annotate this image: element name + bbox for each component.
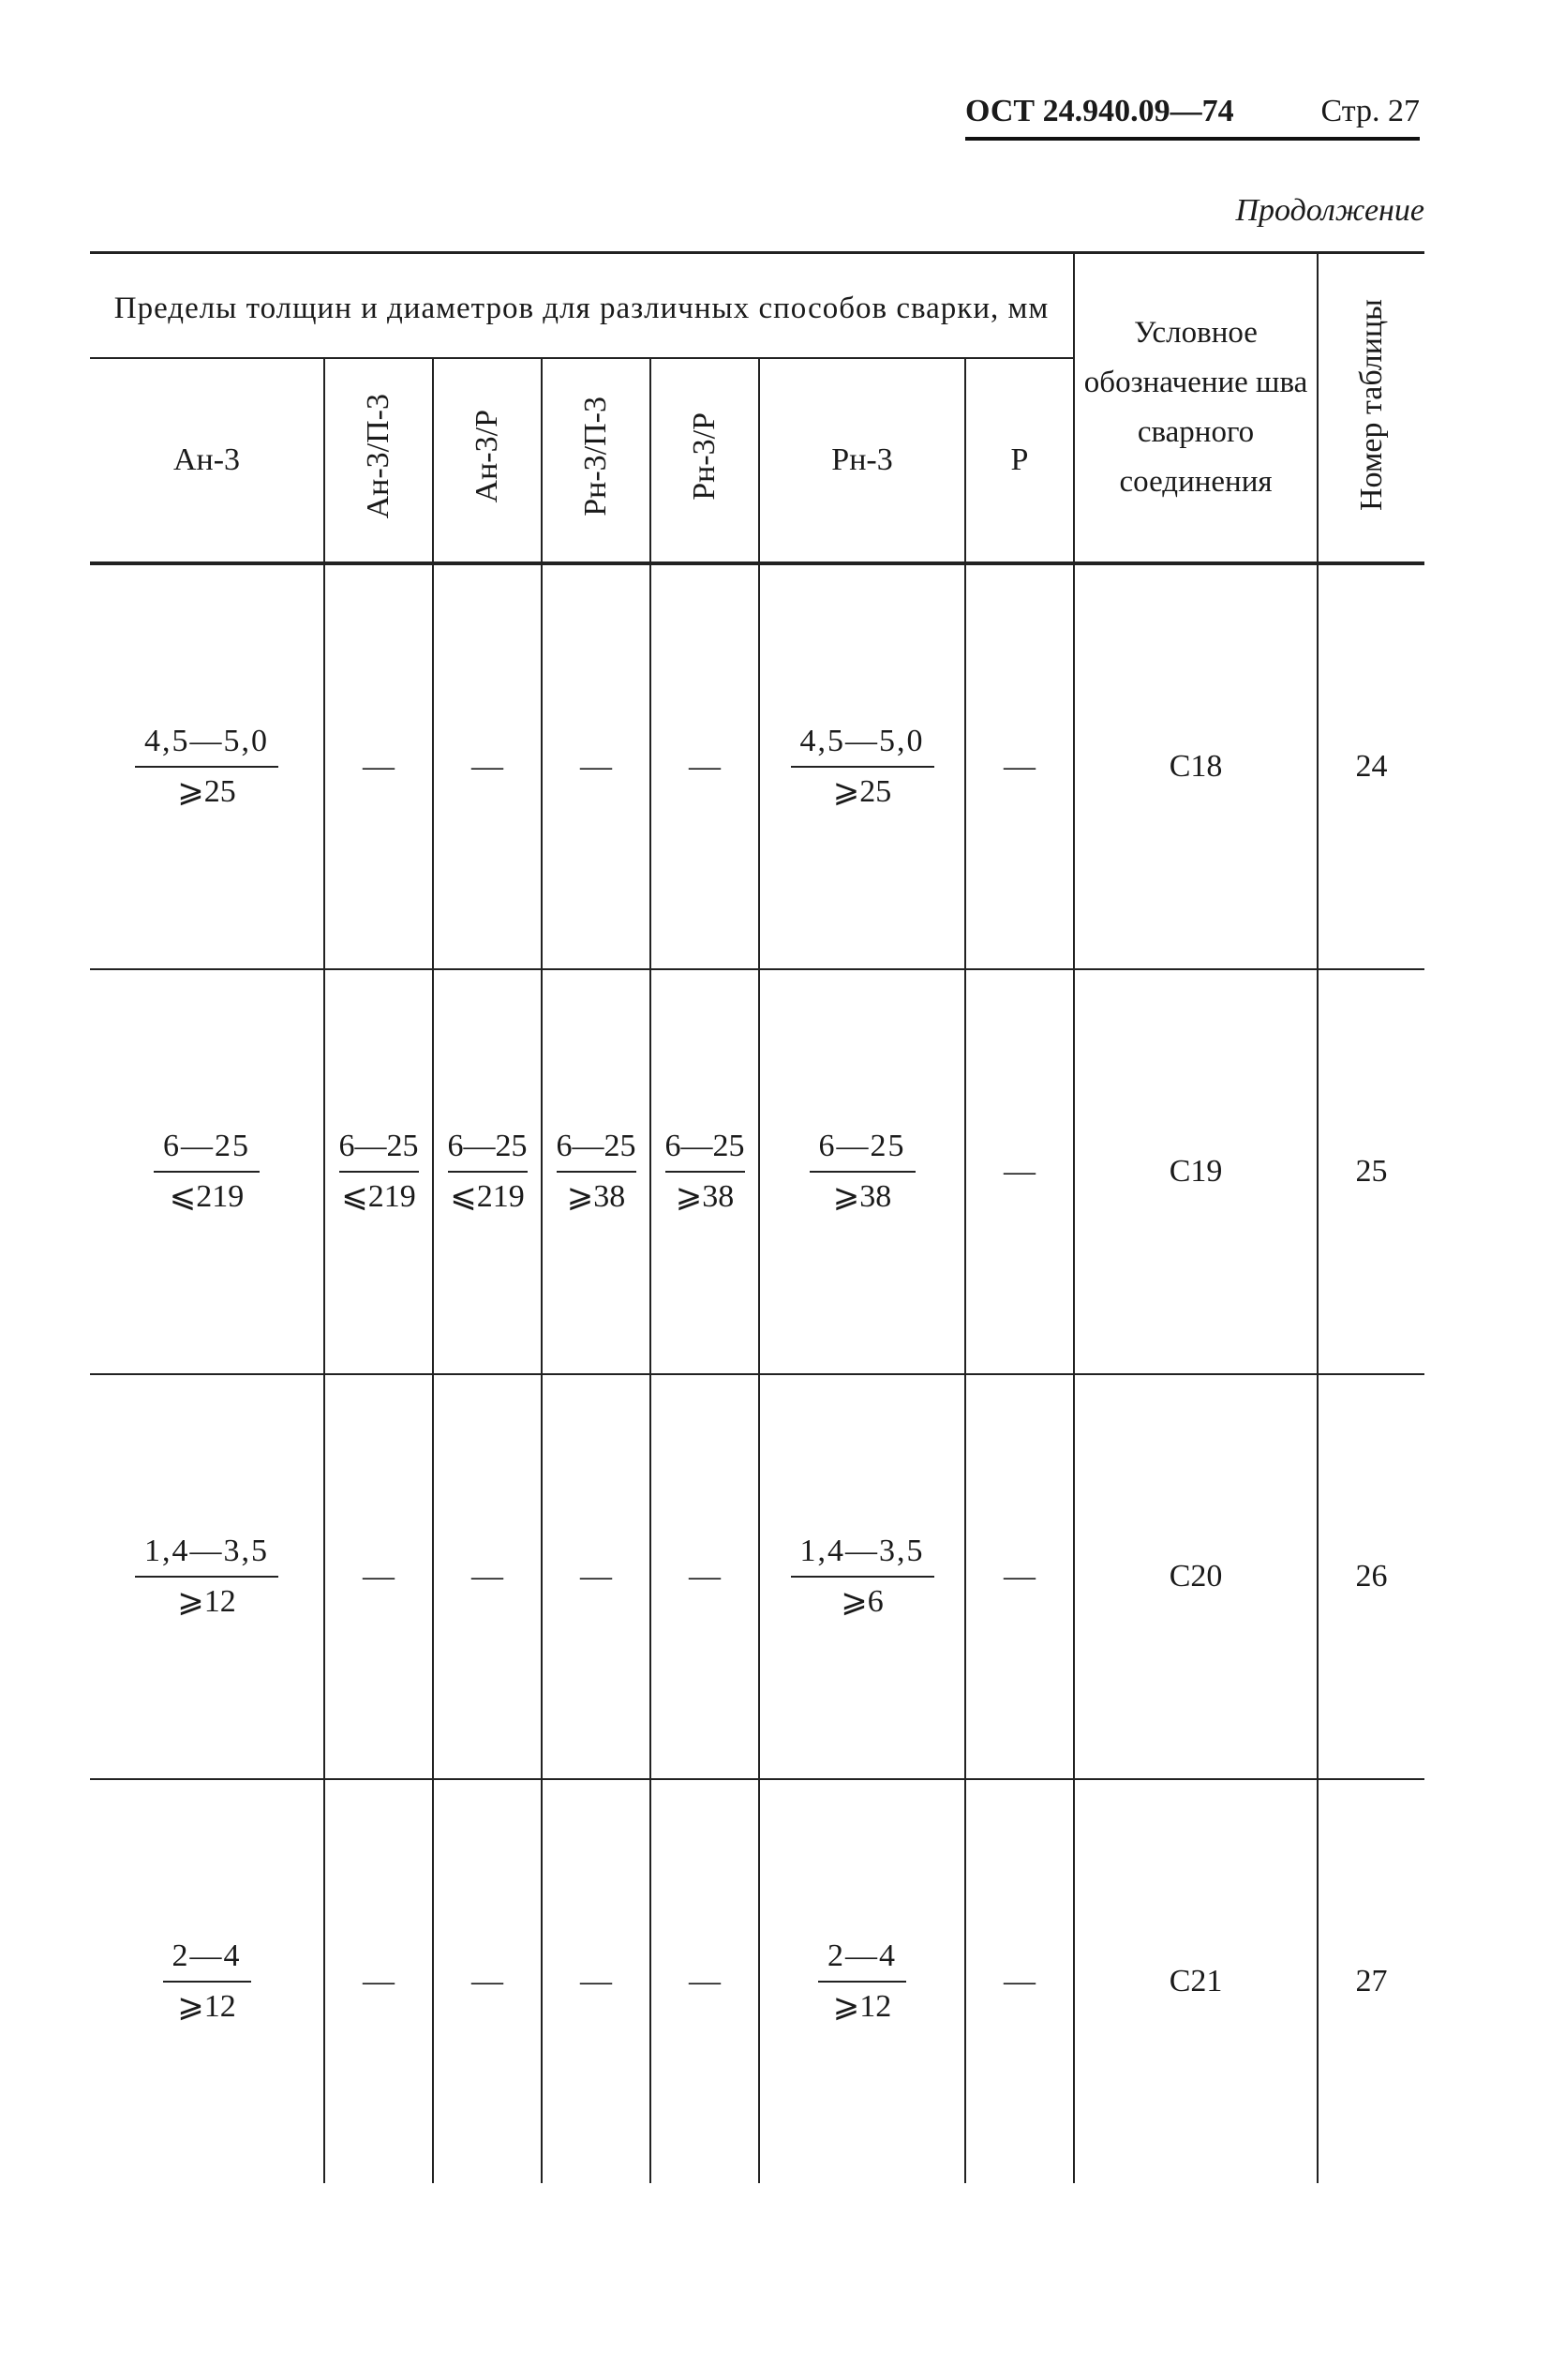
weld-designation: С20 [1074, 1374, 1318, 1779]
column-header-rn3 [759, 358, 965, 563]
cell-an3-r [433, 563, 542, 969]
cell-an3-r [433, 969, 542, 1374]
table-row [90, 1374, 1424, 1779]
empty-dash: — [580, 1559, 612, 1594]
cell-an3 [90, 1374, 324, 1779]
column-header-text: Рн-3/Р [687, 412, 722, 501]
cell-r [965, 1374, 1074, 1779]
empty-dash: — [689, 749, 721, 784]
table-number-header [1318, 253, 1424, 564]
cell-rn3-p3 [542, 1374, 650, 1779]
column-header-text: Ан-3 [172, 442, 241, 477]
column-header-text: Ан-3/П-3 [361, 393, 395, 519]
thickness-range: 6—25 [154, 1125, 260, 1173]
empty-dash: — [471, 1559, 503, 1594]
empty-dash: — [1004, 1154, 1036, 1189]
cell-rn3-r [650, 1374, 759, 1779]
cell-rn3 [759, 1374, 965, 1779]
table-number: 27 [1318, 1779, 1424, 2183]
thickness-range: 2—4 [163, 1935, 251, 1983]
column-header-rn3-p3 [542, 358, 650, 563]
table-number: 25 [1318, 969, 1424, 1374]
table-number: 26 [1318, 1374, 1424, 1779]
weld-limits-table [90, 251, 1424, 2183]
cell-rn3-p3 [542, 563, 650, 969]
thickness-range: 6—25 [557, 1125, 636, 1173]
column-header-text: Рн-3 [831, 442, 893, 477]
cell-an3 [90, 1779, 324, 2183]
cell-r [965, 1779, 1074, 2183]
page-number: Стр. 27 [1320, 94, 1420, 128]
group-title-header: Пределы толщин и диаметров для различных способов сварки, мм [90, 253, 1074, 359]
thickness-range: 1,4—3,5 [135, 1530, 278, 1578]
empty-dash: — [580, 1964, 612, 1998]
table-row [90, 969, 1424, 1374]
weld-designation: С19 [1074, 969, 1318, 1374]
column-header-r [965, 358, 1074, 563]
empty-dash: — [689, 1964, 721, 1998]
designation-header: Условное обозначение шва сварного соединения [1074, 253, 1318, 564]
column-header-an3 [90, 358, 324, 563]
thickness-range: 1,4—3,5 [791, 1530, 934, 1578]
fraction-value [810, 1125, 916, 1219]
table-number: 24 [1318, 563, 1424, 969]
fraction-value [339, 1125, 419, 1219]
diameter-limit: ⩾12 [177, 1584, 236, 1619]
diameter-limit: ⩽219 [341, 1179, 416, 1214]
diameter-limit: ⩾12 [177, 1989, 236, 2024]
fraction-value [557, 1125, 636, 1219]
diameter-limit: ⩽219 [450, 1179, 525, 1214]
diameter-limit: ⩾25 [177, 774, 236, 809]
thickness-range: 6—25 [665, 1125, 745, 1173]
empty-dash: — [580, 749, 612, 784]
empty-dash: — [471, 749, 503, 784]
cell-rn3-r [650, 563, 759, 969]
empty-dash: — [1004, 749, 1036, 784]
column-header-an3-p3 [324, 358, 433, 563]
diameter-limit: ⩾38 [832, 1179, 892, 1214]
cell-rn3-p3 [542, 969, 650, 1374]
cell-an3-p3 [324, 1374, 433, 1779]
fraction-value [135, 1530, 278, 1624]
cell-an3-r [433, 1779, 542, 2183]
thickness-range: 6—25 [810, 1125, 916, 1173]
empty-dash: — [363, 749, 395, 784]
empty-dash: — [1004, 1559, 1036, 1594]
diameter-limit: ⩾12 [832, 1989, 892, 2024]
table-number-header-text: Номер таблицы [1353, 299, 1389, 512]
weld-designation: С21 [1074, 1779, 1318, 2183]
page-header [965, 94, 1420, 142]
thickness-range: 2—4 [818, 1935, 906, 1983]
column-header-an3-r [433, 358, 542, 563]
fraction-value [665, 1125, 745, 1219]
fraction-value [791, 1530, 934, 1624]
empty-dash: — [689, 1559, 721, 1594]
diameter-limit: ⩾38 [566, 1179, 626, 1214]
cell-r [965, 563, 1074, 969]
table-row [90, 563, 1424, 969]
empty-dash: — [363, 1964, 395, 1998]
cell-an3-p3 [324, 563, 433, 969]
cell-an3-r [433, 1374, 542, 1779]
cell-rn3-p3 [542, 1779, 650, 2183]
cell-an3 [90, 563, 324, 969]
fraction-value [163, 1935, 251, 2028]
cell-an3-p3 [324, 1779, 433, 2183]
fraction-value [818, 1935, 906, 2028]
header-rule [965, 137, 1420, 141]
cell-an3-p3 [324, 969, 433, 1374]
cell-r [965, 969, 1074, 1374]
fraction-value [135, 720, 278, 814]
empty-dash: — [363, 1559, 395, 1594]
fraction-value [154, 1125, 260, 1219]
cell-rn3 [759, 969, 965, 1374]
empty-dash: — [1004, 1964, 1036, 1998]
continuation-label: Продолжение [1235, 193, 1424, 228]
cell-rn3-r [650, 1779, 759, 2183]
document-code: ОСТ 24.940.09—74 [965, 94, 1234, 128]
diameter-limit: ⩾38 [675, 1179, 735, 1214]
column-header-text: Р [1010, 442, 1029, 477]
column-header-rn3-r [650, 358, 759, 563]
thickness-range: 6—25 [339, 1125, 419, 1173]
diameter-limit: ⩽219 [169, 1179, 245, 1214]
thickness-range: 6—25 [448, 1125, 528, 1173]
diameter-limit: ⩾6 [841, 1584, 884, 1619]
diameter-limit: ⩾25 [832, 774, 892, 809]
column-header-text: Рн-3/П-3 [578, 396, 613, 516]
empty-dash: — [471, 1964, 503, 1998]
table-row [90, 1779, 1424, 2183]
fraction-value [448, 1125, 528, 1219]
cell-an3 [90, 969, 324, 1374]
cell-rn3 [759, 1779, 965, 2183]
thickness-range: 4,5—5,0 [791, 720, 934, 768]
column-header-text: Ан-3/Р [469, 409, 504, 503]
cell-rn3 [759, 563, 965, 969]
weld-designation: С18 [1074, 563, 1318, 969]
fraction-value [791, 720, 934, 814]
thickness-range: 4,5—5,0 [135, 720, 278, 768]
cell-rn3-r [650, 969, 759, 1374]
